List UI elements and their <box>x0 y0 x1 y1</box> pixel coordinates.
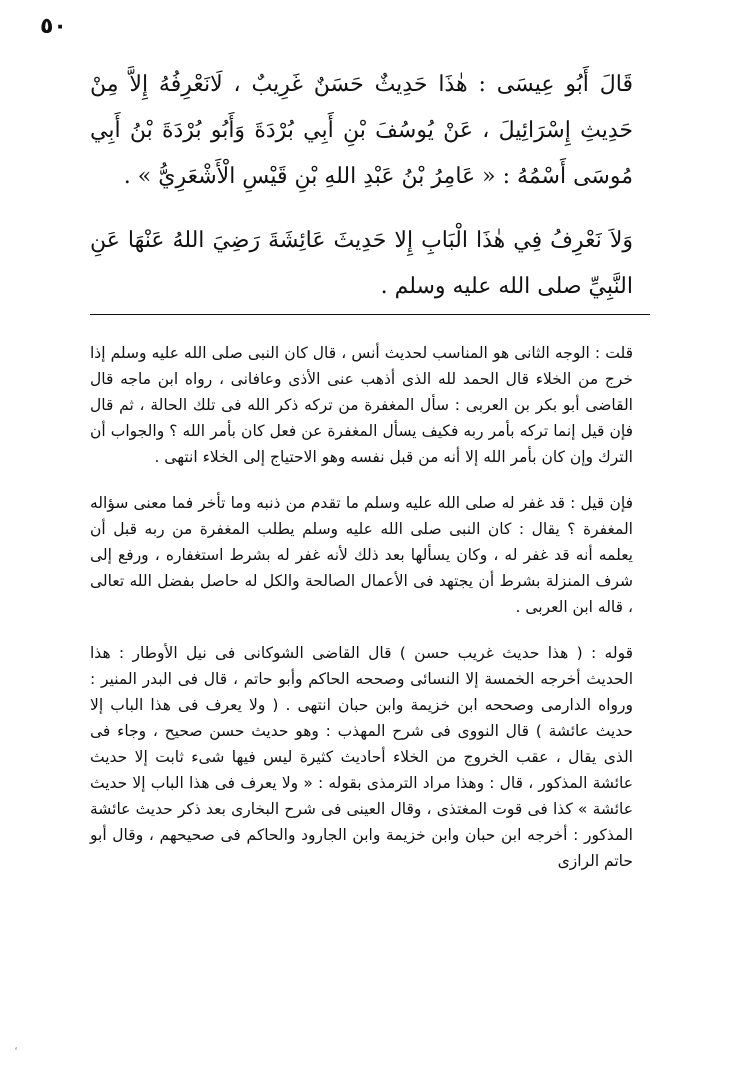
page-number: ٥٠ <box>40 14 67 39</box>
hadith-text <box>90 62 633 328</box>
commentary-paragraph: قوله : ( هذا حديث غريب حسن ) قال القاضى الشوكانى فى نيل الأوطار : هذا الحديث أخرجه الخمسة إلا النسائى وصححه الحاكم وأبو حاتم ، قال فى البدر المنير : ورواه الدارمى وصححه ابن خزيمة وابن حبان انتهى . ( ولا يعرف فى هذا الباب إلا حديث عائشة ) قال النووى فى شرح المهذب : وهو حديث حسن صحيح ، وجاء فى الذى يقال ، عقب الخروج من الخلاء أحاديث كثيرة ليس فيها شىء ثابت إلا حديث عائشة المذكور ، قال : وهذا مراد الترمذى بقوله : « ولا يعرف فى هذا الباب إلا حديث عائشة » كذا فى قوت المغتذى ، وقال العينى فى شرح البخارى بعد ذكر حديث عائشة المذكور : أخرجه ابن حبان وابن خزيمة وابن الجارود والحاكم فى صحيحهم ، وقال أبو حاتم الرازى <box>90 644 633 870</box>
hadith-paragraph: وَلاَ نَعْرِفُ فِي هٰذَا الْبَابِ إِلا حَدِيثَ عَائِشَةَ رَضِيَ اللهُ عَنْهَا عَنِ النَّبِيِّ صلى الله عليه وسلم . <box>90 228 633 299</box>
commentary-paragraph: فإن قيل : قد غفر له صلى الله عليه وسلم ما تقدم من ذنبه وما تأخر فما معنى سؤاله المغفرة ؟ يقال : كان النبى صلى الله عليه وسلم يطلب المغفرة من ربه قبل أن يعلمه أنه قد غفر له ، وكان يسألها بعد ذلك لأنه غفر له بشرط استغفاره ، ورفع إلى شرف المنزلة بشرط أن يجتهد فى الأعمال الصالحة والكل له حاصل بفضل الله تعالى ، قاله ابن العربى . <box>90 494 633 616</box>
hadith-paragraph: قَالَ أَبُو عِيسَى : هٰذَا حَدِيثٌ حَسَنٌ غَرِيبٌ ، لَانَعْرِفُهُ إِلاَّ مِنْ حَدِيثِ إِسْرَائِيلَ ، عَنْ يُوسُفَ بْنِ أَبِي بُرْدَةَ وَأَبُو بُرْدَةَ بْنُ أَبِي مُوسَى أَسْمُهُ : « عَامِرُ بْنُ عَبْدِ اللهِ بْنِ قَيْسِ الْأَشْعَرِيُّ » . <box>90 72 633 189</box>
commentary-text <box>90 340 633 894</box>
section-divider <box>90 314 650 315</box>
commentary-paragraph: قلت : الوجه الثانى هو المناسب لحديث أنس ، قال كان النبى صلى الله عليه وسلم إذا خرج من الخلاء قال الحمد لله الذى أذهب عنى الأذى وعافانى ، رواه ابن ماجه قال القاضى أبو بكر بن العربى : سأل المغفرة من تركه ذكر الله فى تلك الحالة ، ثم قال فإن قيل إنما تركه بأمر ربه فكيف يسأل المغفرة عن فعل كان بأمر الله ؟ والجواب أن الترك وإن كان بأمر الله إلا أنه من قبل نفسه وهو الاحتياج إلى الخلاء انتهى . <box>90 344 633 466</box>
